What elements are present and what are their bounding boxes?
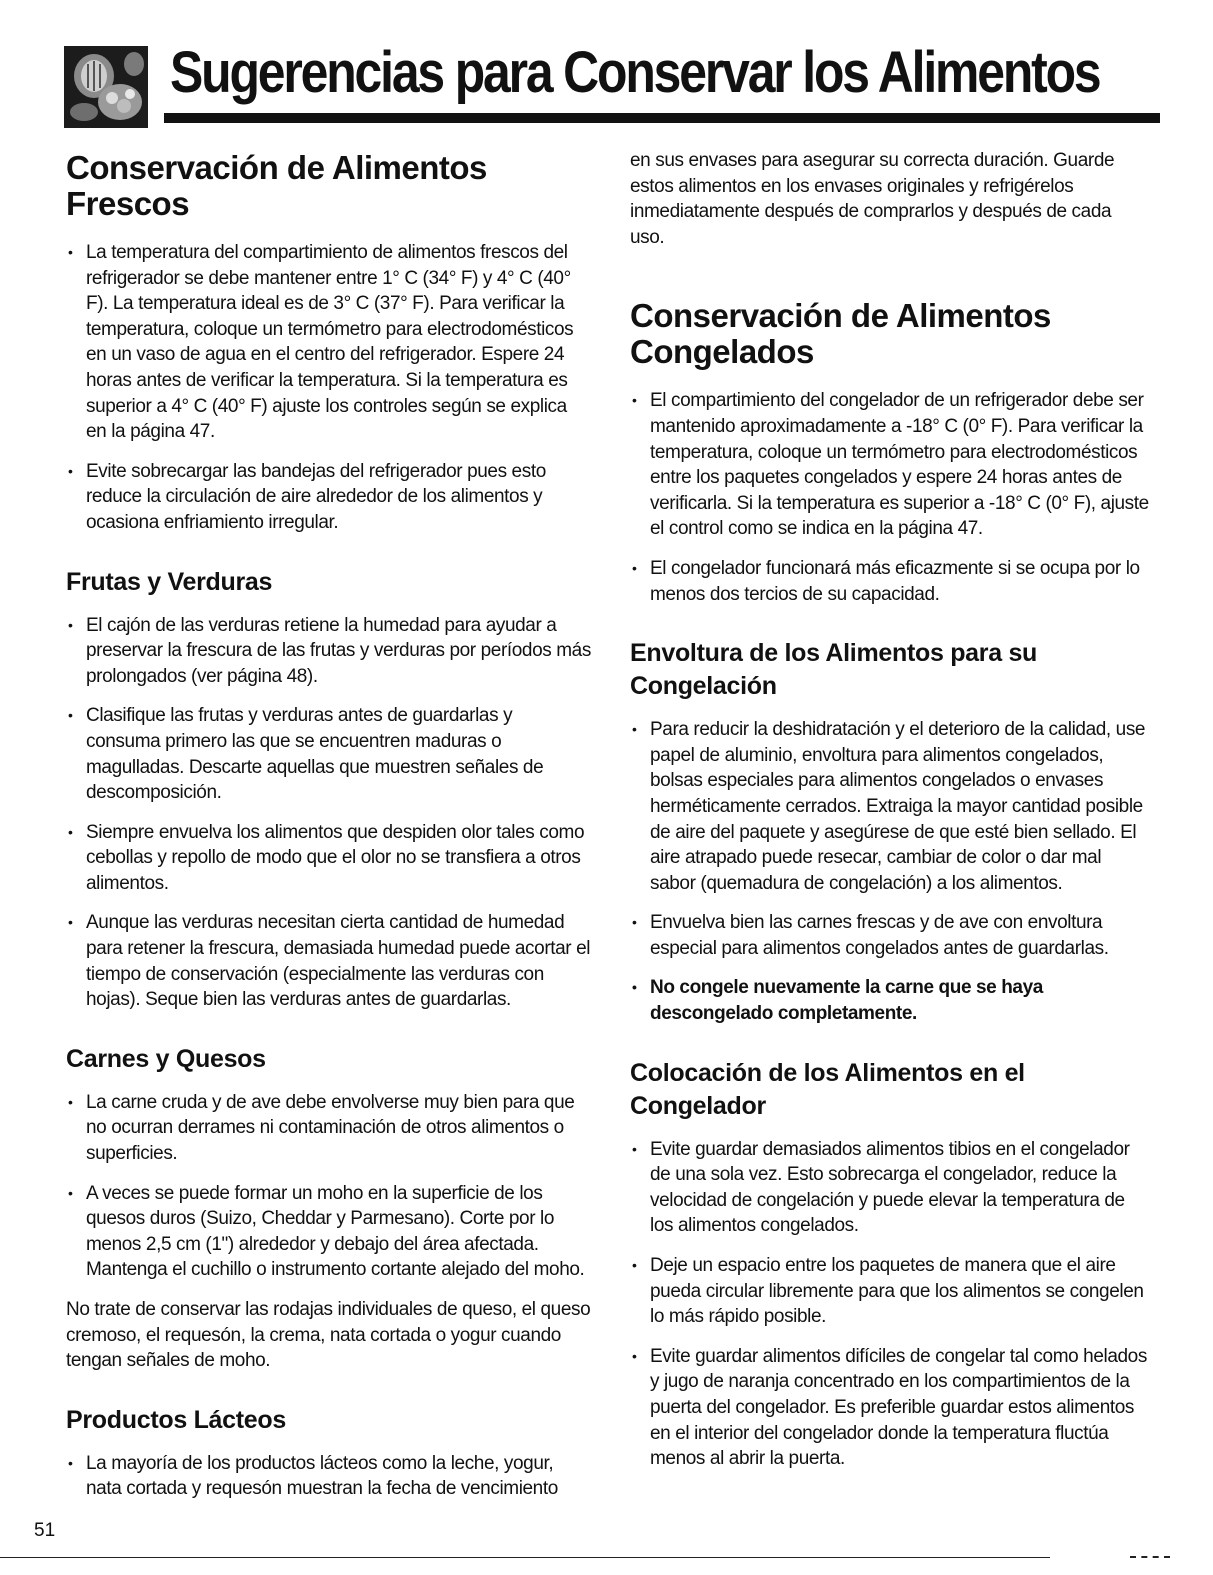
list-item: • La carne cruda y de ave debe envolverse muy bien para que no ocurran derrames ni contaminación de otros alimentos o superficies. <box>66 1090 591 1167</box>
subsection-title-meats: Carnes y Quesos <box>66 1044 266 1073</box>
list-item: • Evite guardar alimentos difíciles de congelar tal como helados y jugo de naranja concentrado en los compartimientos de la puerta del congelador. Es preferible guardar estos alimentos en el interior del congelador donde la temperatura fluctúa menos al abrir la puerta. <box>630 1344 1150 1472</box>
page-number: 51 <box>34 1520 56 1541</box>
list-item: • Evite sobrecargar las bandejas del refrigerador pues esto reduce la circulación de aire alrededor de los alimentos y ocasiona enfriamiento irregular. <box>66 459 591 536</box>
list-item: • La mayoría de los productos lácteos como la leche, yogur, nata cortada y requesón muestran la fecha de vencimiento <box>66 1451 591 1502</box>
subsection-title-wrapping: Envoltura de los Alimentos para su Congelación <box>630 639 1038 701</box>
section-title-fresh: Conservación de Alimentos Frescos <box>66 149 487 222</box>
list-item: • Envuelva bien las carnes frescas y de ave con envoltura especial para alimentos congelados antes de guardarlas. <box>630 910 1150 961</box>
meats-paragraph: No trate de conservar las rodajas individuales de queso, el queso cremoso, el requesón, la crema, nata cortada o yogur cuando tengan señales de moho. <box>66 1299 591 1372</box>
list-item: • El cajón de las verduras retiene la humedad para ayudar a preservar la frescura de las frutas y verduras por períodos más prolongados (ver página 48). <box>66 613 591 690</box>
dairy-list <box>66 1451 591 1502</box>
subsection-title-fruits: Frutas y Verduras <box>66 567 273 596</box>
continuation-text: en sus envases para asegurar su correcta duración. Guarde estos alimentos en los envases originales y refrigérelos inmediatamente después de comprarlos y después de cada uso. <box>630 150 1115 248</box>
list-item: • El congelador funcionará más eficazmente si se ocupa por lo menos dos tercios de su capacidad. <box>630 556 1150 607</box>
wrapping-list <box>630 717 1150 1027</box>
list-item: • Aunque las verduras necesitan cierta cantidad de humedad para retener la frescura, demasiada humedad puede acortar el tiempo de conservación (especialmente las verduras con hojas). Seque bien las verduras antes de guardarlas. <box>66 910 591 1012</box>
list-item: • Deje un espacio entre los paquetes de manera que el aire pueda circular libremente para que los alimentos se congelen lo más rápido posible. <box>630 1253 1150 1330</box>
page-title: Sugerencias para Conservar los Alimentos <box>170 40 1100 105</box>
fruits-list <box>66 613 591 1013</box>
list-item: • Evite guardar demasiados alimentos tibios en el congelador de una sola vez. Esto sobrecarga el congelador, reduce la velocidad de congelación y puede elevar la temperatura de los alimentos congelados. <box>630 1137 1150 1239</box>
section-title-frozen: Conservación de Alimentos Congelados <box>630 297 1051 371</box>
page-header <box>64 38 1104 128</box>
footer-marks <box>1130 1556 1170 1560</box>
title-underline <box>164 113 1160 123</box>
food-storage-icon <box>64 46 148 128</box>
meats-list <box>66 1090 591 1283</box>
warning-item: • No congele nuevamente la carne que se haya descongelado completamente. <box>630 975 1150 1026</box>
frozen-list <box>630 388 1150 607</box>
footer-rule <box>0 1557 1050 1558</box>
left-column <box>66 150 591 1516</box>
list-item: • La temperatura del compartimiento de alimentos frescos del refrigerador se debe mantener entre 1° C (34° F) y 4° C (40° F). La temperatura ideal es de 3° C (37° F). Para verificar la temperatura, coloque un termómetro para electrodomésticos en un vaso de agua en el centro del refrigerador. Espere 24 horas antes de verificar la temperatura. Si la temperatura es superior a 4° C (40° F) ajuste los controles según se explica en la página 47. <box>66 240 591 445</box>
fresh-list <box>66 240 591 536</box>
right-column <box>630 148 1150 1486</box>
list-item: • Clasifique las frutas y verduras antes de guardarlas y consuma primero las que se encuentren maduras o magulladas. Descarte aquellas que muestren señales de descomposición. <box>66 703 591 805</box>
subsection-title-dairy: Productos Lácteos <box>66 1405 286 1434</box>
list-item: • Siempre envuelva los alimentos que despiden olor tales como cebollas y repollo de modo que el olor no se transfiera a otros alimentos. <box>66 820 591 897</box>
placement-list <box>630 1137 1150 1472</box>
list-item: • A veces se puede formar un moho en la superficie de los quesos duros (Suizo, Cheddar y Parmesano). Corte por lo menos 2,5 cm (1") alrededor y debajo del área afectada. Mantenga el cuchillo o instrumento cortante alejado del moho. <box>66 1181 591 1283</box>
list-item: • Para reducir la deshidratación y el deterioro de la calidad, use papel de aluminio, envoltura para alimentos congelados, bolsas especiales para alimentos congelados o envases herméticamente cerrados. Extraiga la mayor cantidad posible de aire del paquete y asegúrese de que esté bien sellado. El aire atrapado puede resecar, cambiar de color o dar mal sabor (quemadura de congelación) a los alimentos. <box>630 717 1150 896</box>
list-item: • El compartimiento del congelador de un refrigerador debe ser mantenido aproximadamente a -18° C (0° F). Para verificar la temperatura, coloque un termómetro para electrodomésticos entre los paquetes congelados y espere 24 horas antes de verificarla. Si la temperatura es superior a -18° C (0° F), ajuste el control como se indica en la página 47. <box>630 388 1150 542</box>
subsection-title-placement: Colocación de los Alimentos en el Congelador <box>630 1058 1025 1120</box>
